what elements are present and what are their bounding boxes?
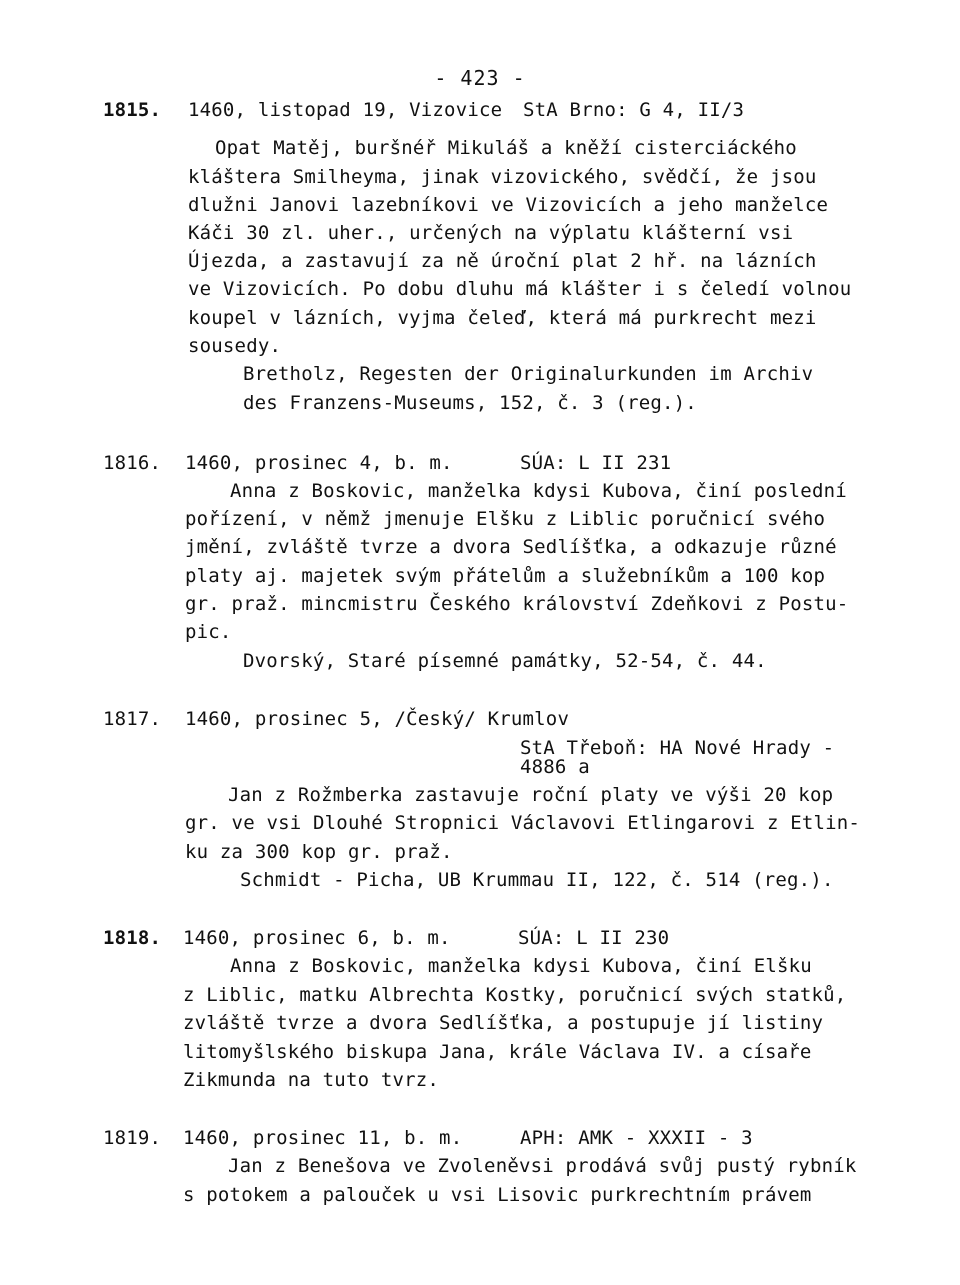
entry-text-line: sousedy. <box>188 335 282 357</box>
entry-text-line: Újezda, a zastavují za ně úroční plat 2 hř. na lázních <box>188 250 817 272</box>
entry-archive: 4886 a <box>520 756 590 778</box>
entry-header: 1460, prosinec 11, b. m. <box>183 1127 463 1149</box>
entry-text-line: platy aj. majetek svým přátelům a služebníkům a 100 kop <box>185 565 826 587</box>
entry-archive: APH: AMK - XXXII - 3 <box>520 1127 753 1149</box>
entry-archive: StA Třeboň: HA Nové Hrady - <box>520 737 835 759</box>
entry-text-line: gr. ve vsi Dlouhé Stropnici Václavovi Etlingarovi z Etlin- <box>185 812 861 834</box>
entry-text-line: Zikmunda na tuto tvrz. <box>183 1069 440 1091</box>
entry-text-line: Jan z Benešova ve Zvoleněvsi prodává svůj pustý rybník <box>228 1155 857 1177</box>
entry-text-line: ve Vizovicích. Po dobu dluhu má klášter i s čeledí volnou <box>188 278 852 300</box>
entry-header: 1460, prosinec 6, b. m. <box>183 927 451 949</box>
entry-text-line: zvláště tvrze a dvora Sedlíšťka, a postupuje jí listiny <box>183 1012 824 1034</box>
entry-text-line: dlužni Janovi lazebníkovi ve Vizovicích a jeho manželce <box>188 194 829 216</box>
entry-number: 1815. <box>103 99 162 121</box>
entry-number: 1819. <box>103 1127 162 1149</box>
entry-source-line: Dvorský, Staré písemné památky, 52-54, č. 44. <box>243 650 767 672</box>
entry-text-line: s potokem a palouček u vsi Lisovic purkrechtním právem <box>183 1184 812 1206</box>
entry-header: 1460, listopad 19, Vizovice <box>188 99 503 121</box>
entry-text-line: Jan z Rožmberka zastavuje roční platy ve výši 20 kop <box>228 784 834 806</box>
entry-text-line: ku za 300 kop gr. praž. <box>185 841 453 863</box>
entry-text-line: pic. <box>185 621 232 643</box>
entry-text-line: jmění, zvláště tvrze a dvora Sedlíšťka, a odkazuje různé <box>185 536 837 558</box>
entry-number: 1818. <box>103 927 162 949</box>
entry-archive: SÚA: L II 231 <box>520 452 672 474</box>
entry-text-line: z Liblic, matku Albrechta Kostky, poručnicí svých statků, <box>183 984 847 1006</box>
entry-source-line: Bretholz, Regesten der Originalurkunden im Archiv <box>243 363 814 385</box>
page-number: - 423 - <box>434 66 526 90</box>
entry-text-line: Káči 30 zl. uher., určených na výplatu klášterní vsi <box>188 222 794 244</box>
entry-text-line: Anna z Boskovic, manželka kdysi Kubova, činí Elšku <box>230 955 812 977</box>
entry-header: 1460, prosinec 4, b. m. <box>185 452 453 474</box>
entry-text-line: koupel v lázních, vyjma čeleď, která má purkrecht mezi <box>188 307 817 329</box>
entry-text-line: Anna z Boskovic, manželka kdysi Kubova, činí poslední <box>230 480 847 502</box>
entry-source-line: des Franzens-Museums, 152, č. 3 (reg.). <box>243 392 697 414</box>
entry-archive: SÚA: L II 230 <box>518 927 670 949</box>
entry-text-line: pořízení, v němž jmenuje Elšku z Liblic poručnicí svého <box>185 508 826 530</box>
entry-number: 1817. <box>103 708 162 730</box>
entry-header: 1460, prosinec 5, /Český/ Krumlov <box>185 708 570 730</box>
entry-archive: StA Brno: G 4, II/3 <box>523 99 745 121</box>
entry-text-line: Opat Matěj, buršnéř Mikuláš a kněží cisterciáckého <box>215 137 797 159</box>
entry-source-line: Schmidt - Picha, UB Krummau II, 122, č. 514 (reg.). <box>240 869 834 891</box>
entry-number: 1816. <box>103 452 162 474</box>
entry-text-line: kláštera Smilheyma, jinak vizovického, svědčí, že jsou <box>188 166 817 188</box>
entry-text-line: litomyšlského biskupa Jana, krále Václava IV. a císaře <box>183 1041 812 1063</box>
entry-text-line: gr. praž. mincmistru Českého království Zdeňkovi z Postu- <box>185 593 849 615</box>
